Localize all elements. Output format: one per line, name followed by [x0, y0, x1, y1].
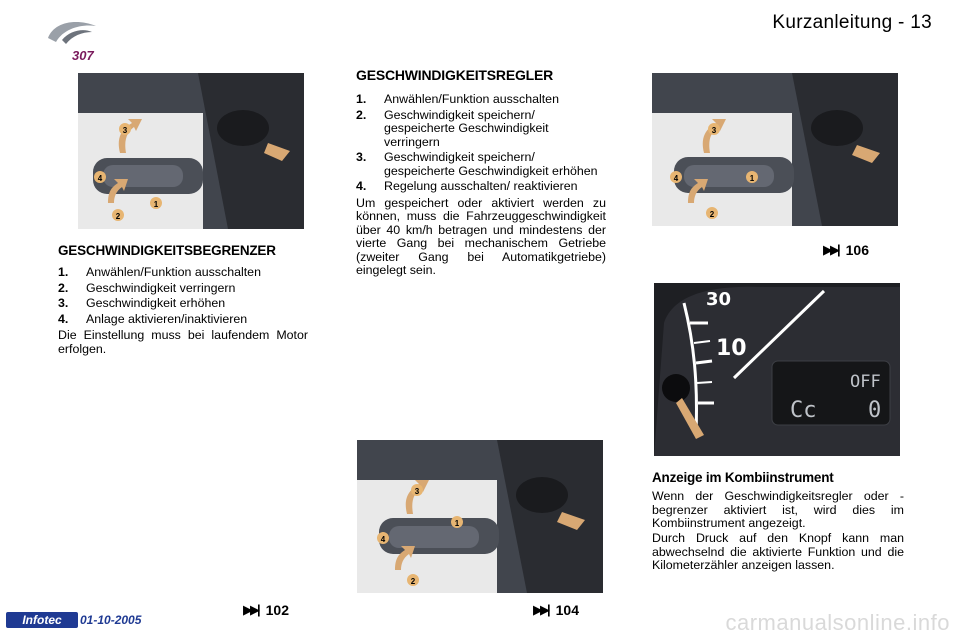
label-1: 1 — [454, 519, 460, 528]
list-item: 4. Regelung ausschalten/ reaktivieren — [356, 179, 578, 193]
display-cc: Cc — [790, 398, 817, 423]
limiter-list — [58, 266, 308, 356]
display-off: OFF — [850, 372, 881, 392]
cluster-para-2: Durch Druck auf den Knopf kann man abwechselnd die aktivierte Funktion und die Kilometerzähler anzeigen lassen. — [652, 531, 904, 572]
label-2: 2 — [115, 212, 121, 221]
label-4: 4 — [673, 174, 679, 183]
logo-model: 307 — [72, 48, 94, 63]
peugeot-logo — [42, 16, 102, 66]
list-item: 1. Anwählen/Funktion ausschalten — [58, 265, 261, 279]
stalk-photo-middle — [357, 440, 603, 593]
skip-forward-icon: ▶▶| — [533, 602, 548, 617]
skip-forward-icon: ▶▶| — [823, 242, 838, 257]
skip-forward-icon: ▶▶| — [243, 602, 258, 617]
gauge-30: 30 — [706, 289, 732, 310]
stalk-photo-right — [652, 73, 898, 226]
page-ref-106: ▶▶| 106 — [823, 242, 869, 258]
label-1: 1 — [749, 174, 755, 183]
regulator-list — [356, 93, 606, 278]
stalk-photo-left — [78, 73, 304, 229]
label-4: 4 — [380, 535, 386, 544]
list-item: 3. Geschwindigkeit erhöhen — [58, 296, 226, 310]
instrument-cluster-photo — [654, 283, 900, 456]
list-item: 1. Anwählen/Funktion ausschalten — [356, 92, 559, 106]
label-3: 3 — [711, 126, 717, 135]
label-4: 4 — [97, 174, 103, 183]
list-item: 4. Anlage aktivieren/inaktivieren — [58, 311, 248, 326]
label-2: 2 — [410, 577, 416, 586]
label-1: 1 — [153, 200, 159, 209]
page-title: Kurzanleitung - 13 — [772, 12, 932, 33]
label-3: 3 — [414, 487, 420, 496]
page-ref-104: ▶▶| 104 — [533, 602, 579, 618]
label-3: 3 — [122, 126, 128, 135]
label-2: 2 — [709, 210, 715, 219]
regulator-note: Um gespeichert oder aktiviert werden zu können, muss die Fahrzeuggeschwindigkeit über 40 km/h betragen und mindestens der vierte Gang bei mechanischem Getriebe (zweiter Gang bei Automatikgetriebe) eingelegt sein. — [356, 195, 606, 277]
cluster-para-1: Wenn der Geschwindigkeitsregler oder -begrenzer aktiviert ist, wird dies im Kombiinstrument angezeigt. — [652, 489, 904, 530]
list-item: 2. Geschwindigkeit speichern/ gespeicherte Geschwindigkeit verringern — [356, 107, 549, 149]
page-ref-102: ▶▶| 102 — [243, 602, 289, 618]
infotec-badge: Infotec — [6, 612, 78, 628]
gauge-10: 10 — [716, 336, 747, 361]
footer-date: 01-10-2005 — [80, 613, 142, 627]
display-zero: 0 — [868, 398, 882, 423]
list-item: 3. Geschwindigkeit speichern/ gespeicherte Geschwindigkeit erhöhen — [356, 150, 598, 178]
regulator-heading: GESCHWINDIGKEITSREGLER — [356, 67, 554, 83]
cluster-heading: Anzeige im Kombiinstrument — [652, 470, 834, 485]
watermark: carmanualsonline.info — [725, 610, 950, 635]
limiter-note: Die Einstellung muss bei laufendem Motor erfolgen. — [58, 328, 308, 356]
list-item: 2. Geschwindigkeit verringern — [58, 280, 236, 295]
limiter-heading: GESCHWINDIGKEITSBEGRENZER — [58, 243, 276, 258]
